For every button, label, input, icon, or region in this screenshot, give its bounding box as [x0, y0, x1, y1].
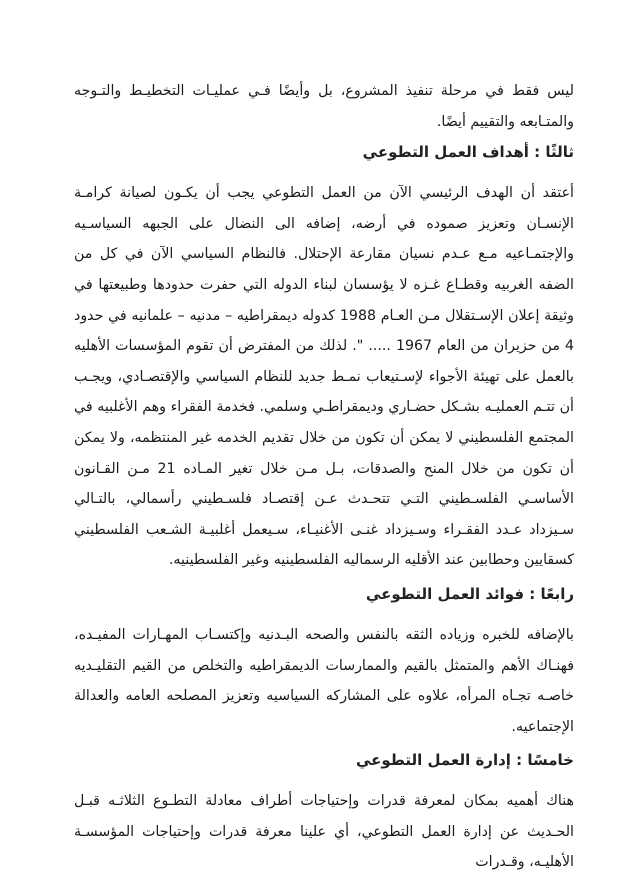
section-body-goals: أعتقد أن الهدف الرئيسي الآن من العمل التطوعي يجب أن يكـون لصيانة كرامـة الإنسـان وتعزيز صموده في أرضه، إضافه الى النضال على الجبهه السياسـيه والإجتمـاعيه مـع عـدم نسيان مقارعة الإحتلال. فالنظام السياسي الآن في كل من الضفه الغربيه وقطـاع غـزه لا يؤسسان لبناء الدوله التي حفرت حدودها وطبيعتها في وثيقة إعلان الإسـتقلال مـن العـام 1988 كدوله ديمقراطيه – مدنيه – علمانيه في حدود 4 من حزيران من العام 1967 ..... ". لذلك من المفترض أن تقوم المؤسسات الأهليه بالعمل على تهيئة الأجواء لإسـتيعاب نمـط جديد للنظام السياسي والإقتصـادي، ويجـب أن تتـم العمليـه بشـكل حضـاري وديمقراطـي وسلمي. فخدمة الفقراء وهم الأغلبيه في المجتمع الفلسطيني لا يمكن أن تكون من خلال تقديم الخدمه غير المنتظمه، ولا يمكن أن تكون من خلال المنح والصدقات، بـل مـن خلال تغير المـاده 21 مـن القـانون الأساسـي الفلسـطيني التـي تتحـدث عـن إقتصـاد فلسـطيني رأسمالي، بالتـالي سـيزداد عـدد الفقـراء وسـيزداد غنـى الأغنيـاء، سـيعمل أغلبيـة الشـعب الفلسطيني كسقايين وحطابين عند الأقليه الرسماليه الفلسطينيه وغير الفلسطينيه. [74, 185, 574, 569]
section-body-management: هناك أهميه بمكان لمعرفة قدرات وإحتياجات أطراف معادلة التطـوع الثلاثـه قبـل الحـديث عن إدارة العمل التطوعي، أي علينا معرفة قدرات وإحتياجات المؤسسـة الأهليـه، وقـدرات [74, 793, 574, 871]
section-heading-goals: ثالثًا : أهداف العمل التطوعي [362, 143, 574, 162]
section-heading-benefits: رابعًا : فوائد العمل التطوعي [365, 584, 574, 603]
section-heading-management: خامسًا : إدارة العمل التطوعي [355, 751, 574, 770]
section-body-benefits: بالإضافه للخبره وزياده الثقه بالنفس والصحه البـدنيه وإكتسـاب المهـارات المفيـده، فهنـاك الأهم والمتمثل بالقيم والممارسات الديمقراطيه والتخلص من القيم التقليـديه خاصـه تجـاه المرأه، علاوه على المشاركه السياسيه وتعزيز المصلحه العامه والعدالة الإجتماعيه. [74, 626, 574, 735]
intro-paragraph: ليس فقط في مرحلة تنفيذ المشروع، بل وأيضًا فـي عمليـات التخطيـط والتـوجه والمتـابعه والتقييم أيضًا. [74, 83, 574, 130]
